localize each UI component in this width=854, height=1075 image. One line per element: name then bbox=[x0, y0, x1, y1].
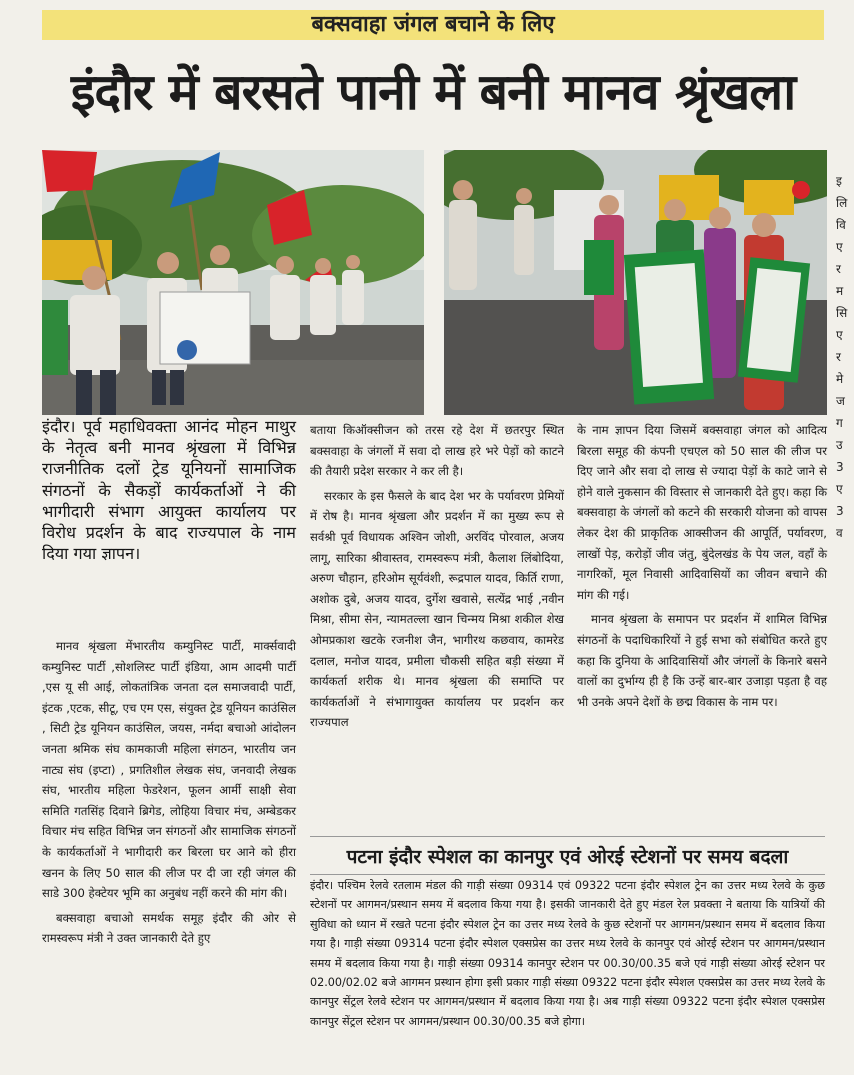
edge-fragment-text: 3 bbox=[836, 460, 844, 474]
body-paragraph: मानव श्रृंखला मेंभारतीय कम्युनिस्ट पार्टी, मार्क्सवादी कम्युनिस्ट पार्टी ,सोशलिस्ट पार्टी इंडिया, आम आदमी पार्टी ,एस यू सी आई, लोकतांत्रिक जनता दल समाजवादी पार्टी, इंटक ,एटक, सीटू, एच एम एस, संयुक्त ट्रेड यूनियन काउंसिल , सिटी ट्रेड यूनियन काउंसिल, जयस, नर्मदा बचाओ आंदोलन जनता श्रमिक संघ कामकाजी महिला संगठन, भारतीय जन नाट्य संघ (इप्टा) , प्रगतिशील लेखक संघ, जनवादी लेखक संघ, भारतीय महिला फेडरेशन, फूलन आर्मी साक्षी सेवा समिति गतसिंह दिवाने ब्रिगेड, लोहिया विचार मंच, अम्बेडकर विचार मंच सहित विभिन्न जन संगठनों और सामाजिक संगठनों के कार्यकर्ताओं ने भागीदारी कर बिरला घर आने को हीरा खनन के लिए 50 साल की लीज पर दी जा रही जंगल की साडे 300 हेक्टेयर भूमि का अनुबंध नहीं करने की मांग की। bbox=[42, 639, 296, 901]
body-paragraph: बक्सवाहा बचाओ समर्थक समूह इंदौर की ओर से रामस्वरूप मंत्री ने उक्त जानकारी देते हुए bbox=[42, 910, 296, 946]
story-divider bbox=[310, 874, 825, 875]
story2-headline: पटना इंदौर स्पेशल का कानपुर एवं ओरई स्टेशनों पर समय बदला bbox=[346, 846, 789, 868]
story-divider bbox=[310, 836, 825, 837]
adjacent-column-fragment bbox=[836, 170, 854, 1070]
edge-fragment-text: ए bbox=[836, 482, 843, 496]
edge-fragment-text: 3 bbox=[836, 504, 844, 518]
kicker-strap: बक्सवाहा जंगल बचाने के लिए bbox=[42, 10, 824, 40]
body-paragraph: मानव श्रृंखला के समापन पर प्रदर्शन में शामिल विभिन्न संगठनों के पदाधिकारियों ने हुई सभा को संबोधित करते हुए कहा कि दुनिया के आदिवासियों और जंगलों के किनारे बसने वालों का दुर्भाग्य ही है कि उन्हें बार-बार उजाड़ा पड़ता है वह भी उनके अपने देशों के छद्म विकास के नाम पर। bbox=[577, 612, 827, 709]
edge-fragment-text: र bbox=[836, 350, 841, 364]
edge-fragment-text: ए bbox=[836, 328, 843, 342]
body-paragraph: बताया किऑक्सीजन को तरस रहे देश में छतरपुर स्थित बक्सवाहा के जंगलों में सवा दो लाख हरे भरे पेड़ों को काटने की तैयारी प्रदेश सरकार ने कर ली है। bbox=[310, 423, 564, 479]
edge-fragment-text: वि bbox=[836, 218, 846, 232]
edge-fragment-text: उ bbox=[836, 438, 843, 452]
photo-protest-left bbox=[42, 150, 424, 415]
edge-fragment-text: मे bbox=[836, 372, 844, 386]
edge-fragment-text: ए bbox=[836, 240, 843, 254]
edge-fragment-text: ग bbox=[836, 416, 843, 430]
main-headline: इंदौर में बरसते पानी में बनी मानव श्रृंखला bbox=[70, 63, 796, 121]
edge-fragment-text: सि bbox=[836, 306, 848, 320]
edge-fragment-text: ज bbox=[836, 394, 845, 408]
edge-fragment-text: लि bbox=[836, 196, 848, 210]
story1-column-2 bbox=[310, 420, 564, 733]
story1-column-1 bbox=[42, 636, 296, 949]
edge-fragment-text: व bbox=[836, 526, 843, 540]
story1-column-3 bbox=[577, 420, 827, 712]
story2-body: इंदौर। पश्चिम रेलवे रतलाम मंडल की गाड़ी संख्या 09314 एवं 09322 पटना इंदौर स्पेशल ट्रेन का उत्तर मध्य रेलवे के कुछ स्टेशनों पर आगमन/प्रस्थान समय में बदलाव किया गया है। इसकी जानकारी देते हुए मंडल रेल प्रवक्ता ने बताया कि यात्रियों की सुविधा को ध्यान में रखते पटना इंदौर स्पेशल ट्रेन का उत्तर मध्य रेलवे के कुछ स्टेशनों पर आगमन/प्रस्थान समय में बदलाव किया गया है। गाड़ी संख्या 09314 पटना इंदौर स्पेशल एक्सप्रेस का उत्तर मध्य रेलवे के कानपुर एवं ओरई स्टेशन पर आगमन/प्रस्थान समय में बदलाव किया गया है। गाड़ी संख्या 09314 कानपुर स्टेशन पर 00.30/00.35 बजे एवं गाड़ी संख्या ओरई स्टेशन पर 02.00/02.02 बजे आगमन प्रस्थान होगा इसी प्रकार गाड़ी संख्या 09322 पटना इंदौर स्पेशल एक्सप्रेस का उत्तर मध्य रेलवे के कानपुर सेंट्रल रेलवे स्टेशन पर आगमन/प्रस्थान में बदलाव किया गया है। अब गाड़ी संख्या 09322 पटना इंदौर स्पेशल एक्सप्रेस कानपुर सेंट्रल स्टेशन पर आगमन/प्रस्थान 00.30/00.35 बजे होगा। bbox=[310, 879, 825, 1028]
body-paragraph: सरकार के इस फैसले के बाद देश भर के पर्यावरण प्रेमियों में रोष है। मानव श्रृंखला और प्रदर्शन में का मुख्य रूप से सर्वश्री पूर्व विधायक अश्विन जोशी, अरविंद पोरवाल, अजय लागू, सारिका श्रीवास्तव, रामस्वरूप मंत्री, कैलाश लिंबोदिया, अरुण चौहान, हरिओम सूर्यवंशी, रूद्रपाल यादव, किर्ति राणा, अशोक दुबे, अजय यादव, दुर्गेश खवासे, सत्येंद्र भाई ,नवीन मिश्रा, सीमा सेन, न्यामतल्ला खान चिन्मय मिश्रा शकील शेख ओमप्रकाश खटके रजनीश जैन, भागीरथ कछवाय, कामरेड दलाल, मनोज यादव, प्रमीला चौकसी सहित बड़ी संख्या में कार्यकर्ता शरीक थे। मानव श्रृंखला की समाप्ति पर कार्यकर्ताओं ने संभागायुक्त कार्यालय पर प्रदर्शन कर राज्यपाल bbox=[310, 488, 564, 730]
body-paragraph: के नाम ज्ञापन दिया जिसमें बक्सवाहा जंगल को आदित्य बिरला समूह की कंपनी एचएल को 50 साल की लीज पर दिए जाने और सवा दो लाख से ज्यादा पेड़ों के काटे जाने से होने वाले नुकसान की विस्तार से जानकारी देते हुए। कहा कि बक्सवाहा के जंगलों को कटने की सरकारी योजना को वापस लेकर देश की प्राकृतिक आक्सीजन की आपूर्ति, पर्यावरण, लाखों पेड़, करोड़ों जीव जंतु, बुंदेलखंड के पेय जल, वहाँ के नागरिकों, मूल निवासी आदिवासियों का जीवन बचाने की मांग की गई। bbox=[577, 423, 827, 602]
protest-photo-right-art bbox=[444, 150, 827, 415]
protest-photo-left-art bbox=[42, 150, 424, 415]
edge-fragment-text: इ bbox=[836, 174, 842, 188]
edge-fragment-text: र bbox=[836, 262, 841, 276]
edge-fragment-text: म bbox=[836, 284, 844, 298]
photo-protest-right bbox=[444, 150, 827, 415]
story1-lead bbox=[42, 416, 296, 564]
lead-paragraph: इंदौर। पूर्व महाधिवक्ता आनंद मोहन माथुर के नेतृत्व बनी मानव श्रृंखला में विभिन्न राजनीतिक दलों ट्रेड यूनियनों सामाजिक संगठनों के सैकड़ों कार्यकर्ताओं ने की भागीदारी संभाग आयुक्त कार्यालय पर विरोध प्रदर्शन के बाद राज्यपाल के नाम दिया गया ज्ञापन। bbox=[42, 417, 296, 564]
